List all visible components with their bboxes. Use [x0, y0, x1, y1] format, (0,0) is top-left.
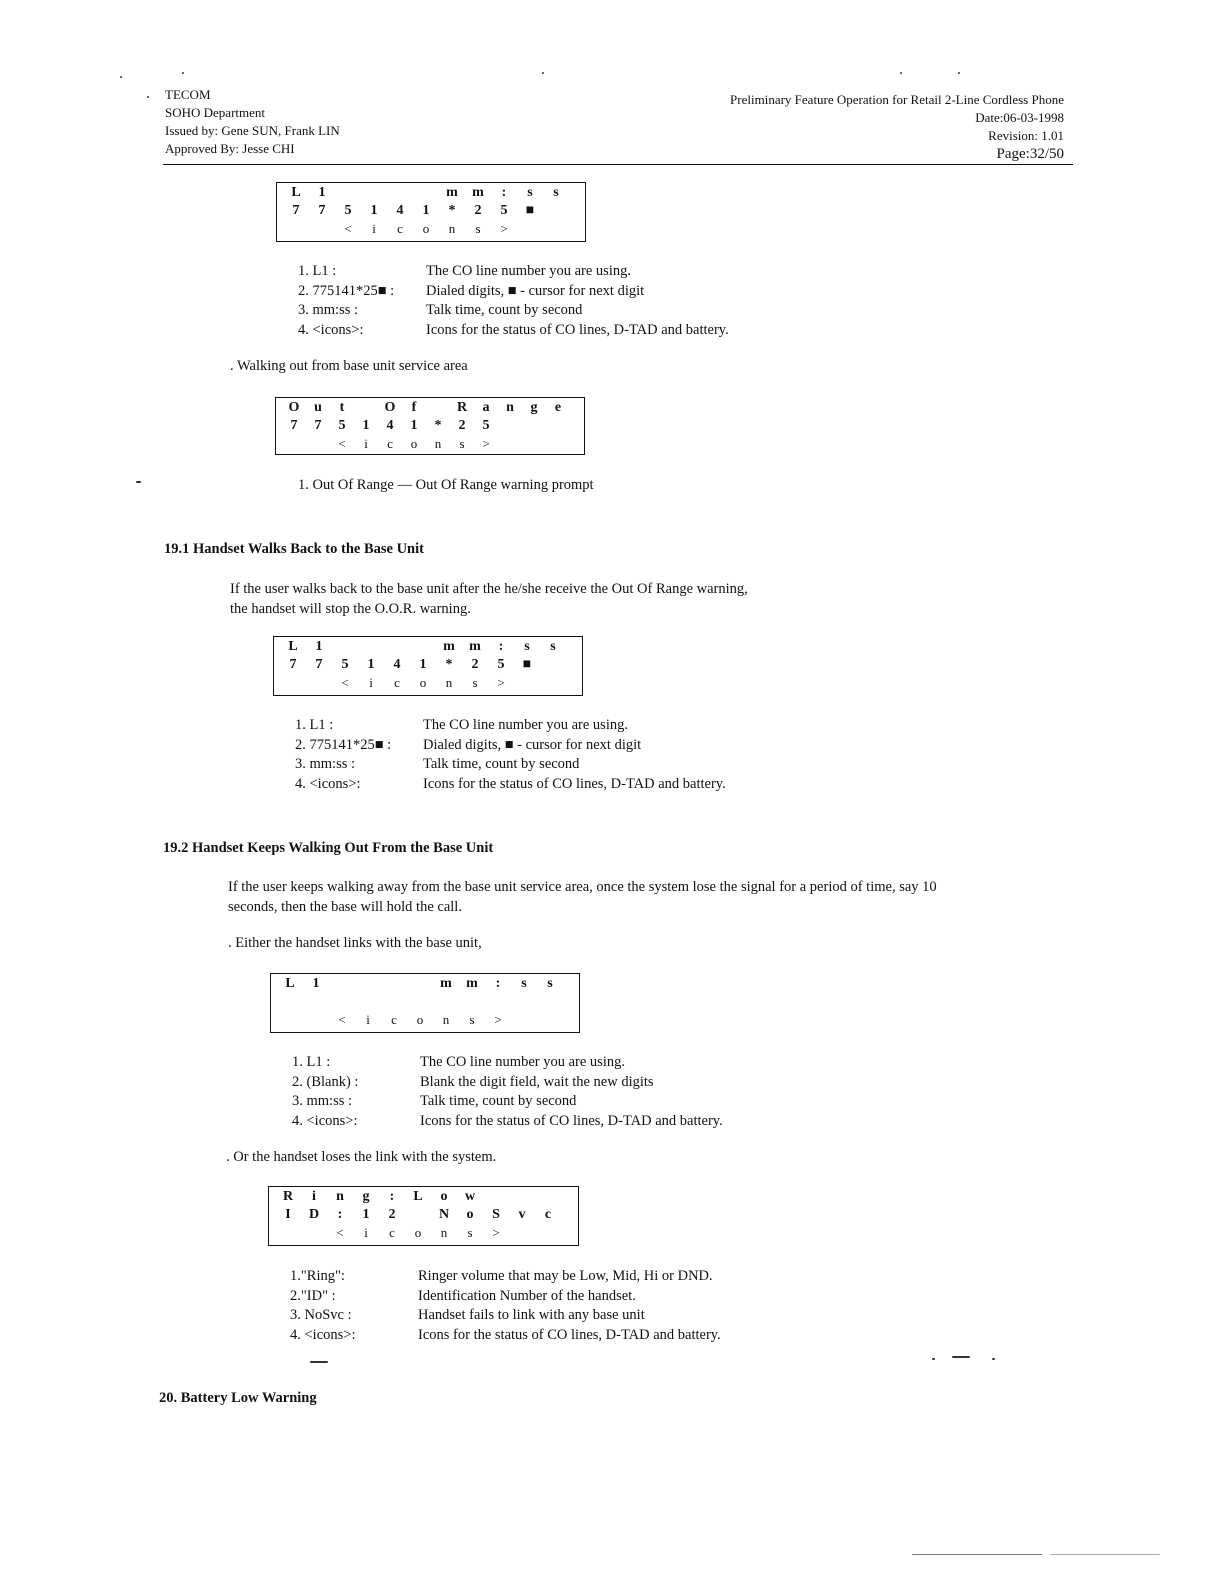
legend-term: 4. <icons>: — [290, 1326, 356, 1343]
lcd-char: g — [530, 400, 538, 415]
lcd-char: 7 — [318, 203, 326, 218]
lcd-char: o — [416, 1012, 424, 1027]
lcd-char: c — [387, 436, 393, 451]
lcd-char — [537, 993, 563, 1010]
lcd-char — [361, 184, 387, 201]
legend-term: 3. mm:ss : — [292, 1093, 353, 1109]
lcd-char: e — [554, 400, 562, 415]
doc-page: Page:32/50 — [996, 146, 1064, 162]
legend-row — [298, 321, 729, 341]
lcd-char: m — [443, 639, 455, 654]
lcd-char: < — [336, 1225, 344, 1240]
lcd-char — [329, 975, 355, 992]
lcd-char — [301, 1224, 327, 1241]
legend-description: Dialed digits, ■ - cursor for next digit — [426, 282, 645, 299]
lcd-char — [546, 435, 570, 452]
lcd-char: c — [544, 1207, 552, 1222]
lcd-char: L — [285, 976, 295, 991]
section-title-19-1: 19.1 Handset Walks Back to the Base Unit — [164, 541, 424, 557]
lcd-char: 2 — [458, 418, 466, 433]
legend-term: 4. <icons>: — [298, 321, 364, 338]
lcd-char: s — [459, 436, 465, 451]
walking-out-note: . Walking out from base unit service area — [230, 358, 468, 374]
lcd-char: < — [344, 221, 352, 236]
lcd-char: c — [397, 221, 403, 236]
lcd-char: m — [440, 976, 452, 991]
lcd-char: m — [466, 976, 478, 991]
lcd-char: 4 — [386, 418, 394, 433]
lcd-char: ■ — [522, 657, 532, 672]
lcd-char: * — [445, 657, 453, 672]
lcd-char: n — [336, 1189, 344, 1204]
lcd-char: o — [422, 221, 430, 236]
lcd-char: 1 — [422, 203, 430, 218]
legend-term: 2."ID" : — [290, 1287, 336, 1304]
lcd-row — [282, 435, 570, 452]
lcd-char: t — [339, 400, 345, 415]
lcd-row — [275, 1206, 561, 1223]
lcd-char: u — [314, 400, 322, 415]
lcd-char: s — [547, 976, 553, 991]
legend-description: Icons for the status of CO lines, D-TAD and battery. — [426, 321, 729, 338]
lcd-row — [283, 220, 569, 237]
lcd-char: 1 — [410, 418, 418, 433]
lcd-char: 1 — [312, 976, 320, 991]
lcd-display-blank-digits — [270, 973, 580, 1033]
doc-header-right — [730, 91, 1064, 163]
legend-description: The CO line number you are using. — [426, 263, 631, 279]
legend-row — [298, 301, 729, 321]
lcd-char — [540, 656, 566, 673]
lcd-char — [511, 1011, 537, 1028]
lcd-display-talk — [276, 182, 586, 242]
out-of-range-definition: 1. Out Of Range — Out Of Range warning prompt — [298, 477, 594, 493]
lcd-char: 7 — [315, 657, 323, 672]
lcd-char: 1 — [362, 1207, 370, 1222]
lcd-char — [277, 1011, 303, 1028]
lcd-char — [405, 1206, 431, 1223]
lcd-char: < — [341, 675, 349, 690]
department-name: SOHO Department — [165, 105, 266, 120]
lcd-display-talk-restored — [273, 636, 583, 696]
lcd-char: 7 — [289, 657, 297, 672]
lcd-char — [426, 399, 450, 416]
lcd-char — [282, 435, 306, 452]
scan-speck — [542, 72, 544, 74]
scan-speck — [147, 96, 149, 98]
lcd-char: L — [413, 1189, 423, 1204]
lcd-char — [546, 417, 570, 434]
lcd-char: : — [495, 976, 501, 991]
doc-header-left — [165, 86, 340, 158]
scan-speck — [992, 1358, 995, 1360]
legend-row — [298, 262, 729, 282]
paragraph-line: If the user walks back to the base unit after the he/she receive the Out Of Range warning, — [230, 581, 748, 597]
scan-speck — [1050, 1554, 1160, 1555]
lcd-char — [358, 638, 384, 655]
lcd-char: s — [469, 1012, 475, 1027]
legend-row — [295, 736, 726, 756]
lcd-char: 7 — [290, 418, 298, 433]
lcd-row — [275, 1188, 561, 1205]
legend-row — [295, 716, 726, 736]
lcd-char: > — [492, 1225, 500, 1240]
lcd-char: m — [469, 639, 481, 654]
lcd-char — [509, 1188, 535, 1205]
legend-row — [298, 282, 729, 302]
lcd-char: ■ — [525, 203, 535, 218]
lcd-char: i — [372, 221, 376, 236]
legend-term: 2. 775141*25■ : — [298, 282, 395, 299]
lcd-legend-talk-restored — [295, 716, 726, 794]
lcd-char: O — [384, 400, 396, 415]
legend-row — [292, 1073, 723, 1093]
legend-description: Dialed digits, ■ - cursor for next digit — [423, 736, 642, 753]
lcd-char: N — [438, 1207, 450, 1222]
lcd-char: o — [410, 436, 418, 451]
lcd-char — [387, 184, 413, 201]
lcd-char — [303, 1011, 329, 1028]
lcd-char: o — [419, 675, 427, 690]
lcd-char: 1 — [419, 657, 427, 672]
lcd-char: 5 — [500, 203, 508, 218]
lcd-char — [280, 674, 306, 691]
lcd-char: m — [446, 185, 458, 200]
lcd-char: L — [291, 185, 301, 200]
lcd-char — [332, 638, 358, 655]
lcd-char: s — [550, 639, 556, 654]
lcd-char: 7 — [292, 203, 300, 218]
lcd-char: m — [472, 185, 484, 200]
lcd-char: n — [440, 1225, 448, 1240]
legend-description: Talk time, count by second — [423, 756, 580, 772]
lcd-char: I — [285, 1207, 291, 1222]
lcd-char: : — [498, 639, 504, 654]
legend-term: 2. (Blank) : — [292, 1073, 359, 1090]
legend-term: 1. L1 : — [295, 717, 334, 733]
lcd-char: i — [369, 675, 373, 690]
lcd-char: > — [500, 221, 508, 236]
lcd-char: : — [501, 185, 507, 200]
legend-description: Ringer volume that may be Low, Mid, Hi or DND. — [418, 1268, 713, 1284]
lcd-char: L — [288, 639, 298, 654]
lcd-char — [384, 638, 410, 655]
legend-description: The CO line number you are using. — [423, 717, 628, 733]
lcd-char: 7 — [314, 418, 322, 433]
lcd-char: i — [366, 1012, 370, 1027]
lcd-char — [335, 184, 361, 201]
approved-by: Approved By: Jesse CHI — [165, 141, 295, 156]
legend-row — [290, 1287, 721, 1307]
lcd-char — [543, 220, 569, 237]
lcd-char: > — [494, 1012, 502, 1027]
lcd-row — [277, 993, 563, 1010]
lcd-row — [277, 1011, 563, 1028]
lcd-char — [407, 993, 433, 1010]
lcd-char — [522, 417, 546, 434]
lcd-char — [483, 1188, 509, 1205]
legend-term: 1. L1 : — [292, 1054, 331, 1070]
lcd-char: 1 — [318, 185, 326, 200]
section-19-2-paragraph — [228, 878, 937, 917]
lcd-char: 1 — [367, 657, 375, 672]
lcd-char: n — [445, 675, 453, 690]
lcd-row — [280, 674, 566, 691]
legend-row — [290, 1267, 721, 1287]
lcd-char — [283, 220, 309, 237]
legend-row — [292, 1112, 723, 1132]
lcd-char: 1 — [315, 639, 323, 654]
lcd-char: 5 — [482, 418, 490, 433]
lcd-char: D — [308, 1207, 320, 1222]
legend-description: Handset fails to link with any base unit — [418, 1307, 645, 1323]
lcd-display-no-service — [268, 1186, 579, 1246]
lcd-legend-no-service — [290, 1267, 721, 1345]
lcd-char: w — [464, 1189, 476, 1204]
lcd-row — [282, 399, 570, 416]
lcd-char — [535, 1188, 561, 1205]
scan-speck — [932, 1358, 935, 1360]
paragraph-line: the handset will stop the O.O.R. warning. — [230, 600, 471, 617]
doc-date: Date:06-03-1998 — [975, 110, 1064, 125]
section-19-1-paragraph — [230, 580, 748, 619]
legend-term: 3. mm:ss : — [295, 756, 356, 772]
lcd-char: c — [389, 1225, 395, 1240]
issued-by: Issued by: Gene SUN, Frank LIN — [165, 123, 340, 138]
lcd-char: 4 — [396, 203, 404, 218]
lcd-char — [509, 1224, 535, 1241]
lcd-char — [540, 674, 566, 691]
lcd-char: s — [521, 976, 527, 991]
lcd-row — [280, 638, 566, 655]
scan-speck — [136, 481, 141, 483]
lcd-char — [522, 435, 546, 452]
lcd-char — [517, 220, 543, 237]
lcd-char — [543, 202, 569, 219]
scan-speck — [912, 1554, 1042, 1555]
legend-row — [290, 1326, 721, 1346]
section-title-19-2: 19.2 Handset Keeps Walking Out From the Base Unit — [163, 840, 494, 856]
lcd-char — [303, 993, 329, 1010]
lcd-char: : — [337, 1207, 343, 1222]
lcd-char: < — [338, 1012, 346, 1027]
legend-row — [295, 775, 726, 795]
company-name: TECOM — [165, 87, 211, 102]
lcd-char: i — [312, 1189, 316, 1204]
paragraph-line: If the user keeps walking away from the base unit service area, once the system lose the signal for a period of time, say 10 — [228, 879, 937, 895]
lcd-char: > — [497, 675, 505, 690]
lcd-char: n — [434, 436, 442, 451]
legend-row — [292, 1053, 723, 1073]
legend-description: Icons for the status of CO lines, D-TAD and battery. — [420, 1112, 723, 1129]
lcd-char — [498, 417, 522, 434]
lcd-char — [413, 184, 439, 201]
lcd-char: * — [448, 203, 456, 218]
lcd-char: * — [434, 418, 442, 433]
lcd-char: 5 — [344, 203, 352, 218]
lcd-legend-blank-digits — [292, 1053, 723, 1131]
paragraph-line: seconds, then the base will hold the call. — [228, 898, 462, 915]
lcd-char: S — [492, 1207, 500, 1222]
lcd-char — [511, 993, 537, 1010]
scan-speck — [952, 1356, 970, 1358]
lcd-row — [277, 975, 563, 992]
legend-row — [292, 1092, 723, 1112]
scan-speck — [900, 72, 902, 74]
lcd-row — [283, 184, 569, 201]
legend-term: 4. <icons>: — [292, 1112, 358, 1129]
lcd-char: g — [362, 1189, 370, 1204]
lcd-char: o — [466, 1207, 474, 1222]
legend-description: Identification Number of the handset. — [418, 1287, 636, 1304]
lcd-char: n — [442, 1012, 450, 1027]
legend-description: Icons for the status of CO lines, D-TAD and battery. — [423, 775, 726, 792]
lcd-row — [280, 656, 566, 673]
legend-description: Talk time, count by second — [420, 1093, 577, 1109]
lcd-char: 2 — [471, 657, 479, 672]
lcd-char — [355, 993, 381, 1010]
lcd-char — [535, 1224, 561, 1241]
lcd-char: n — [506, 400, 514, 415]
lcd-char: f — [411, 400, 417, 415]
scan-speck — [120, 76, 122, 78]
lcd-char: c — [394, 675, 400, 690]
legend-term: 2. 775141*25■ : — [295, 736, 392, 753]
scan-speck — [958, 72, 960, 74]
scan-speck — [310, 1361, 328, 1363]
lcd-display-out-of-range — [275, 397, 585, 455]
lcd-char: O — [288, 400, 300, 415]
lcd-char: s — [553, 185, 559, 200]
lcd-char — [275, 1224, 301, 1241]
lcd-char — [459, 993, 485, 1010]
lcd-char — [329, 993, 355, 1010]
lcd-legend-talk — [298, 262, 729, 340]
lcd-char: o — [414, 1225, 422, 1240]
section-title-20: 20. Battery Low Warning — [159, 1390, 317, 1406]
lcd-char — [354, 399, 378, 416]
lcd-char: 2 — [388, 1207, 396, 1222]
lcd-char: o — [440, 1189, 448, 1204]
lcd-char: 5 — [338, 418, 346, 433]
lcd-char: 5 — [497, 657, 505, 672]
header-rule — [163, 164, 1073, 165]
legend-description: Talk time, count by second — [426, 302, 583, 318]
legend-row — [290, 1306, 721, 1326]
lcd-char — [306, 674, 332, 691]
doc-title: Preliminary Feature Operation for Retail 2-Line Cordless Phone — [730, 92, 1064, 107]
lcd-char: s — [472, 675, 478, 690]
doc-revision: Revision: 1.01 — [988, 128, 1064, 143]
lcd-char: 1 — [362, 418, 370, 433]
lcd-char: s — [467, 1225, 473, 1240]
legend-term: 3. NoSvc : — [290, 1307, 352, 1323]
lcd-char — [514, 674, 540, 691]
lcd-char — [381, 993, 407, 1010]
lcd-char: i — [364, 436, 368, 451]
lcd-char — [485, 993, 511, 1010]
lcd-char — [537, 1011, 563, 1028]
legend-description: Icons for the status of CO lines, D-TAD and battery. — [418, 1326, 721, 1343]
lcd-char: s — [527, 185, 533, 200]
lcd-char: < — [338, 436, 346, 451]
scan-speck — [182, 72, 184, 74]
legend-row — [295, 755, 726, 775]
lcd-char — [355, 975, 381, 992]
lcd-char: s — [524, 639, 530, 654]
lcd-char: 4 — [393, 657, 401, 672]
lcd-char — [277, 993, 303, 1010]
legend-description: Blank the digit field, wait the new digits — [420, 1073, 654, 1090]
legend-term: 1. L1 : — [298, 263, 337, 279]
lcd-char: 5 — [341, 657, 349, 672]
lcd-char: > — [482, 436, 490, 451]
lcd-char: : — [389, 1189, 395, 1204]
legend-term: 4. <icons>: — [295, 775, 361, 792]
lcd-char — [410, 638, 436, 655]
lcd-char: c — [391, 1012, 397, 1027]
lcd-row — [282, 417, 570, 434]
legend-term: 1."Ring": — [290, 1268, 345, 1284]
lcd-char: 1 — [370, 203, 378, 218]
lcd-row — [275, 1224, 561, 1241]
lcd-char: 2 — [474, 203, 482, 218]
legend-description: The CO line number you are using. — [420, 1054, 625, 1070]
lcd-char — [309, 220, 335, 237]
lcd-char: R — [456, 400, 468, 415]
lcd-char: s — [475, 221, 481, 236]
lcd-char — [407, 975, 433, 992]
lcd-char — [433, 993, 459, 1010]
legend-term: 3. mm:ss : — [298, 302, 359, 318]
lcd-char: n — [448, 221, 456, 236]
either-note: . Either the handset links with the base unit, — [228, 935, 482, 951]
lcd-char: a — [482, 400, 490, 415]
lcd-char — [306, 435, 330, 452]
lcd-char: i — [364, 1225, 368, 1240]
lcd-char: R — [282, 1189, 294, 1204]
lcd-row — [283, 202, 569, 219]
lcd-char — [498, 435, 522, 452]
lcd-char: v — [518, 1207, 526, 1222]
lcd-char — [381, 975, 407, 992]
or-note: . Or the handset loses the link with the system. — [226, 1149, 497, 1165]
